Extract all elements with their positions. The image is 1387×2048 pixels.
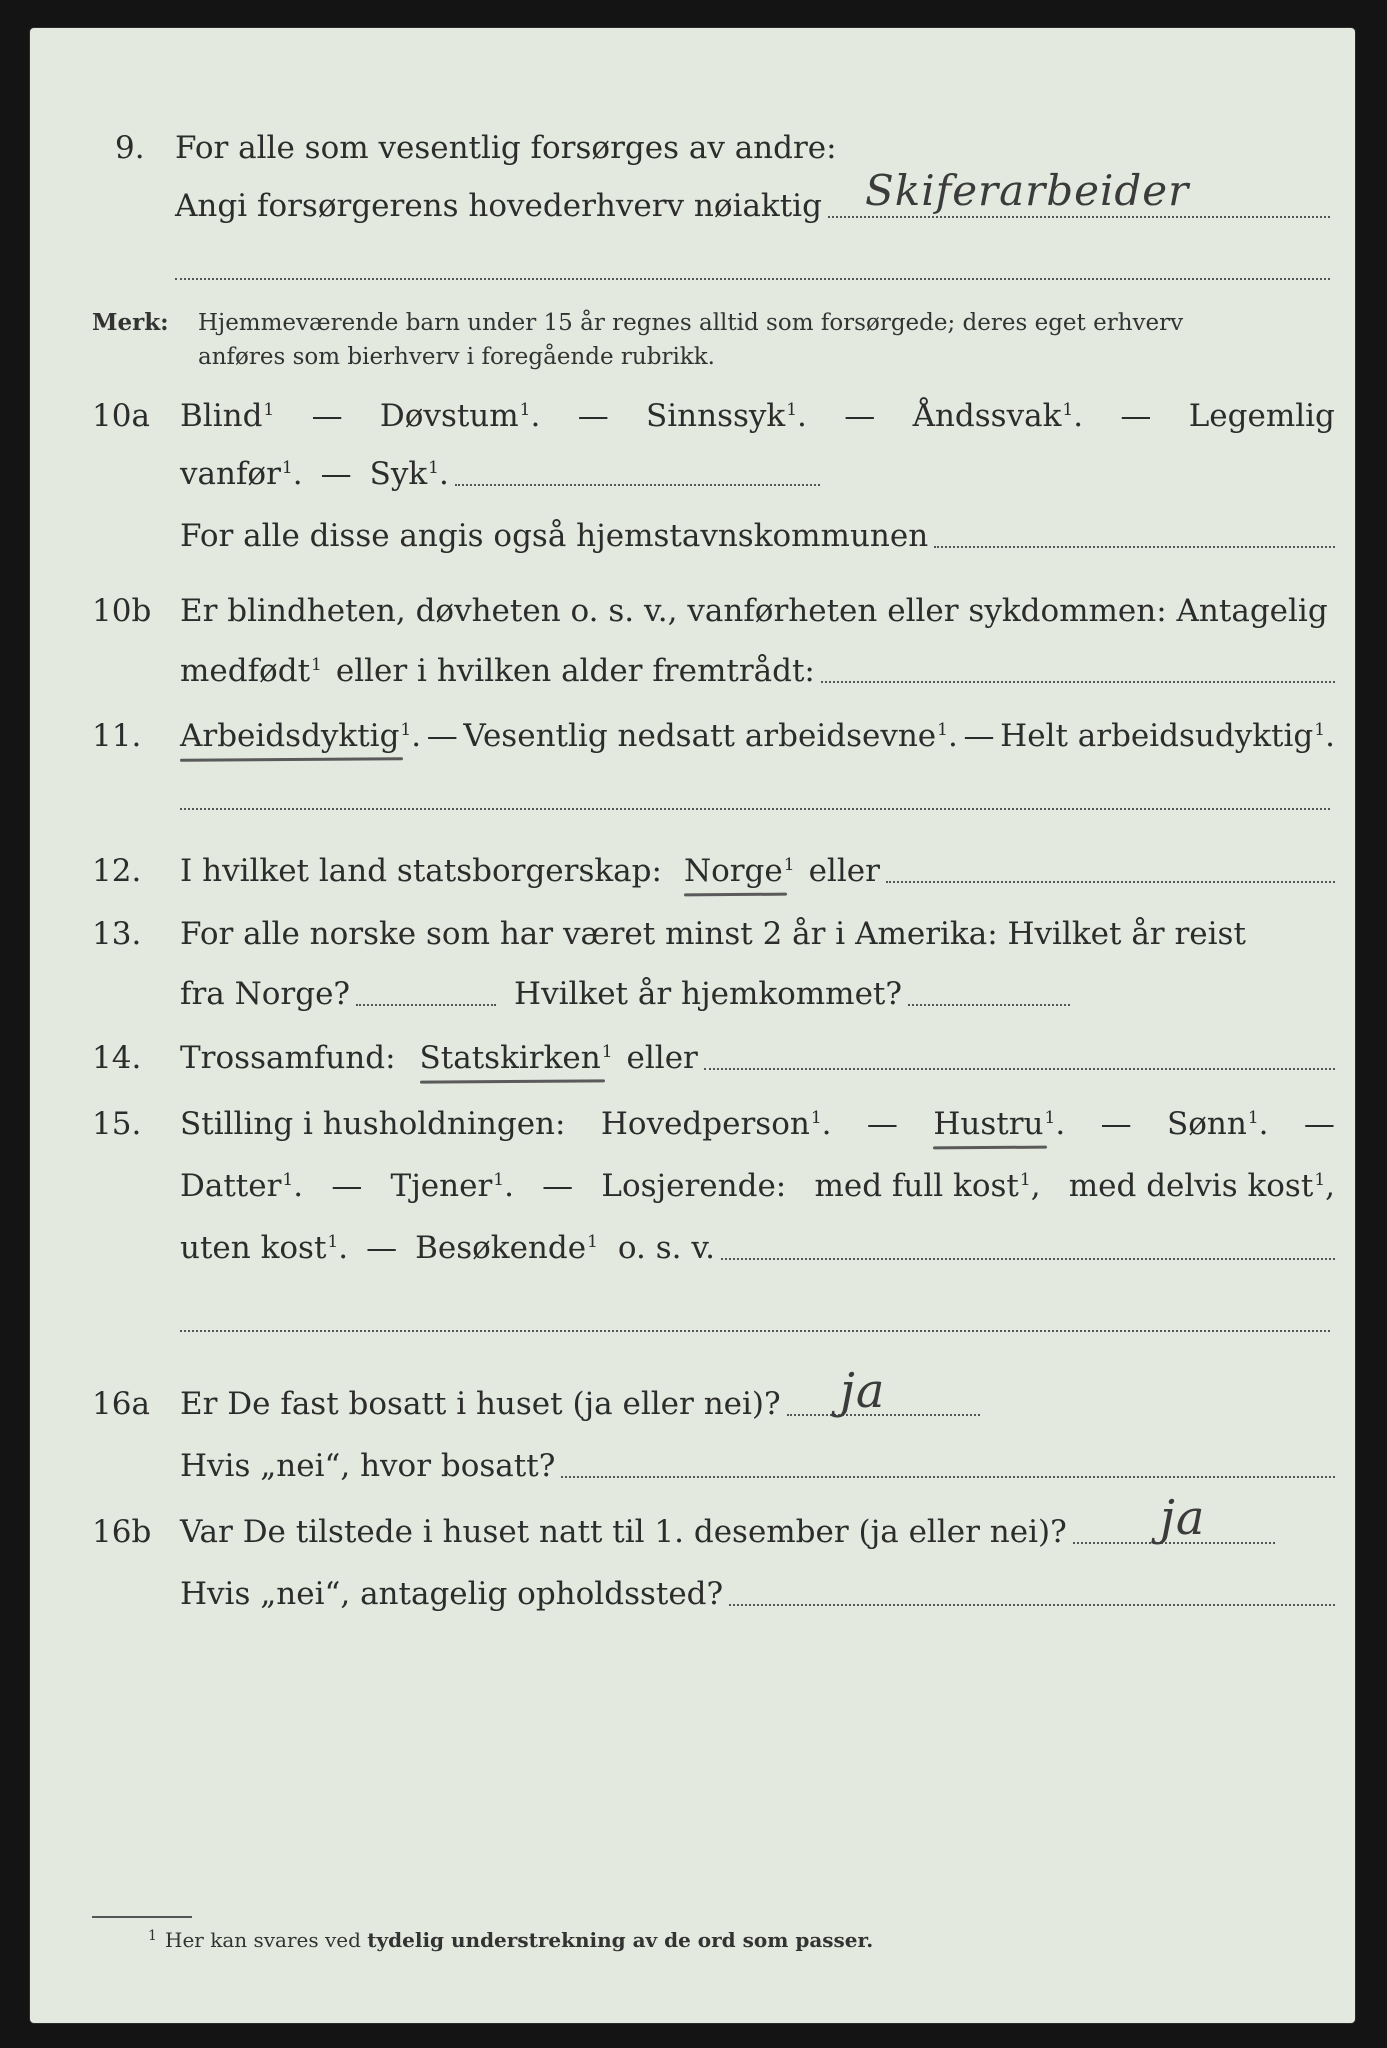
option-andssvak[interactable]: Åndssvak$^1$.	[912, 398, 1084, 434]
option-full-kost[interactable]: med full kost$^1$,	[814, 1168, 1041, 1204]
option-arbeidsdyktig[interactable]: Arbeidsdyktig$^1$.	[180, 718, 422, 754]
q9-line1	[175, 130, 837, 166]
dash: —	[542, 1168, 574, 1204]
losjerende-label: Losjerende:	[601, 1168, 787, 1204]
q13-hjemkommet-line[interactable]	[908, 1004, 1070, 1006]
q10b-number: 10b	[92, 593, 152, 629]
q12-line	[180, 853, 1335, 889]
q16a-bosatt-line[interactable]	[561, 1476, 1335, 1478]
footnote-text-a: Her kan svares ved	[165, 1928, 361, 1952]
q10a-line3	[180, 518, 1335, 554]
q15-answer-line[interactable]	[721, 1258, 1335, 1260]
osv-text: o. s. v.	[617, 1230, 716, 1266]
q16a-number: 16a	[92, 1386, 150, 1422]
merk-line1: Hjemmeværende barn under 15 år regnes alltid som forsørgede; deres eget erhverv	[198, 310, 1184, 336]
option-udyktig[interactable]: Helt arbeidsudyktig$^1$.	[1000, 718, 1335, 754]
merk-label: Merk:	[92, 309, 169, 336]
dash: —	[366, 1230, 398, 1266]
q9-line1-text: For alle som vesentlig forsørges av andre:	[175, 130, 837, 166]
q12-tail: eller	[808, 853, 880, 889]
dash: —	[1100, 1106, 1132, 1142]
option-tjener[interactable]: Tjener$^1$.	[390, 1168, 514, 1204]
q9-line2-text: Angi forsørgerens hovederhverv nøiaktig	[175, 188, 822, 224]
q16a-line1-text: Er De fast bosatt i huset (ja eller nei)?	[180, 1386, 781, 1422]
q13-number: 13.	[92, 916, 142, 952]
option-vanfor[interactable]: vanfør$^1$.	[180, 456, 303, 492]
q9-extra-line	[175, 278, 1330, 280]
q14-answer-line[interactable]	[704, 1068, 1335, 1070]
q14-line	[180, 1040, 1335, 1076]
option-besokende[interactable]: Besøkende$^1$	[415, 1230, 598, 1266]
q16b-number: 16b	[92, 1514, 152, 1550]
q10a-line3-text: For alle disse angis også hjemstavnskommunen	[180, 518, 929, 554]
q12-answer-line[interactable]	[886, 881, 1335, 883]
option-dovstum[interactable]: Døvstum$^1$.	[379, 398, 541, 434]
q15-line1	[180, 1106, 1335, 1142]
footnote-text	[165, 1928, 873, 1952]
footnote-text-b: tydelig understrekning av de ord som passer.	[367, 1928, 874, 1952]
q15-label: Stilling i husholdningen:	[180, 1106, 566, 1142]
dash: —	[426, 718, 458, 754]
q10b-line1: Er blindheten, døvheten o. s. v., vanførheten eller sykdommen: Antagelig	[180, 593, 1328, 629]
option-datter[interactable]: Datter$^1$.	[180, 1168, 304, 1204]
q14-number: 14.	[92, 1040, 142, 1076]
q16b-line1	[180, 1514, 1275, 1550]
q9-answer-line[interactable]	[828, 216, 1330, 218]
dash: —	[1303, 1106, 1335, 1142]
option-statskirken[interactable]: Statskirken$^1$	[419, 1040, 613, 1076]
merk-line2: anføres som bierhverv i foregående rubrikk.	[198, 344, 715, 370]
option-norge[interactable]: Norge$^1$	[683, 853, 795, 889]
q16a-handwritten-answer: ja	[840, 1363, 886, 1419]
q16b-line2-text: Hvis „nei“, antagelig opholdssted?	[180, 1576, 724, 1612]
q9-handwritten-answer: Skiferarbeider	[865, 166, 1190, 215]
q14-text: Trossamfund:	[180, 1040, 396, 1076]
option-syk[interactable]: Syk$^1$.	[369, 456, 449, 492]
q16a-line2	[180, 1448, 1335, 1484]
q16a-line2-text: Hvis „nei“, hvor bosatt?	[180, 1448, 556, 1484]
q13-hjemkommet-label: Hvilket år hjemkommet?	[514, 976, 903, 1012]
q14-tail: eller	[626, 1040, 698, 1076]
q15-extra-line	[180, 1330, 1330, 1332]
q10a-number: 10a	[92, 398, 150, 434]
dash: —	[866, 1106, 898, 1142]
q11-extra-line	[180, 808, 1330, 810]
footnote-mark: 1	[148, 1928, 157, 1944]
q15-line2	[180, 1168, 1335, 1204]
q16b-handwritten-answer: ja	[1160, 1490, 1206, 1546]
q13-line2	[180, 976, 1070, 1012]
dash: —	[320, 456, 352, 492]
q16b-line1-text: Var De tilstede i huset natt til 1. desember (ja eller nei)?	[180, 1514, 1067, 1550]
option-hustru[interactable]: Hustru$^1$.	[933, 1106, 1066, 1142]
dash: —	[844, 398, 876, 434]
q12-text: I hvilket land statsborgerskap:	[180, 853, 662, 889]
q10b-line2	[180, 653, 1335, 689]
footnote-rule	[92, 1916, 192, 1918]
dash: —	[1120, 398, 1152, 434]
option-medfodt[interactable]: medfødt$^1$	[180, 653, 322, 689]
q11-line1	[180, 718, 1335, 754]
dash: —	[311, 398, 343, 434]
q16b-opholdssted-line[interactable]	[729, 1604, 1335, 1606]
dash: —	[331, 1168, 363, 1204]
q10a-kommune-line[interactable]	[934, 546, 1335, 548]
q10a-syk-line[interactable]	[455, 484, 820, 486]
option-nedsatt[interactable]: Vesentlig nedsatt arbeidsevne$^1$.	[463, 718, 958, 754]
census-form-page	[30, 28, 1355, 2023]
option-uten-kost[interactable]: uten kost$^1$.	[180, 1230, 349, 1266]
q13-reist-label: fra Norge?	[180, 976, 351, 1012]
q10a-line2	[180, 456, 820, 492]
q10a-line1	[180, 398, 1335, 434]
q10b-line2-text: eller i hvilken alder fremtrådt:	[335, 653, 815, 689]
q12-number: 12.	[92, 853, 142, 889]
q15-line3	[180, 1230, 1335, 1266]
option-delvis-kost[interactable]: med delvis kost$^1$,	[1068, 1168, 1335, 1204]
option-hovedperson[interactable]: Hovedperson$^1$.	[600, 1106, 832, 1142]
dash: —	[577, 398, 609, 434]
q9-number: 9.	[115, 130, 145, 166]
q11-number: 11.	[92, 718, 142, 754]
option-sonn[interactable]: Sønn$^1$.	[1166, 1106, 1269, 1142]
dash: —	[963, 718, 995, 754]
q10b-answer-line[interactable]	[821, 681, 1335, 683]
option-blind[interactable]: Blind$^1$	[180, 398, 275, 434]
option-legemlig[interactable]: Legemlig	[1188, 398, 1335, 434]
q13-line1: For alle norske som har været minst 2 år i Amerika: Hvilket år reist	[180, 916, 1246, 952]
q15-number: 15.	[92, 1106, 142, 1142]
option-sinnssyk[interactable]: Sinnssyk$^1$.	[646, 398, 807, 434]
q13-reist-line[interactable]	[356, 1004, 496, 1006]
q16b-line2	[180, 1576, 1335, 1612]
